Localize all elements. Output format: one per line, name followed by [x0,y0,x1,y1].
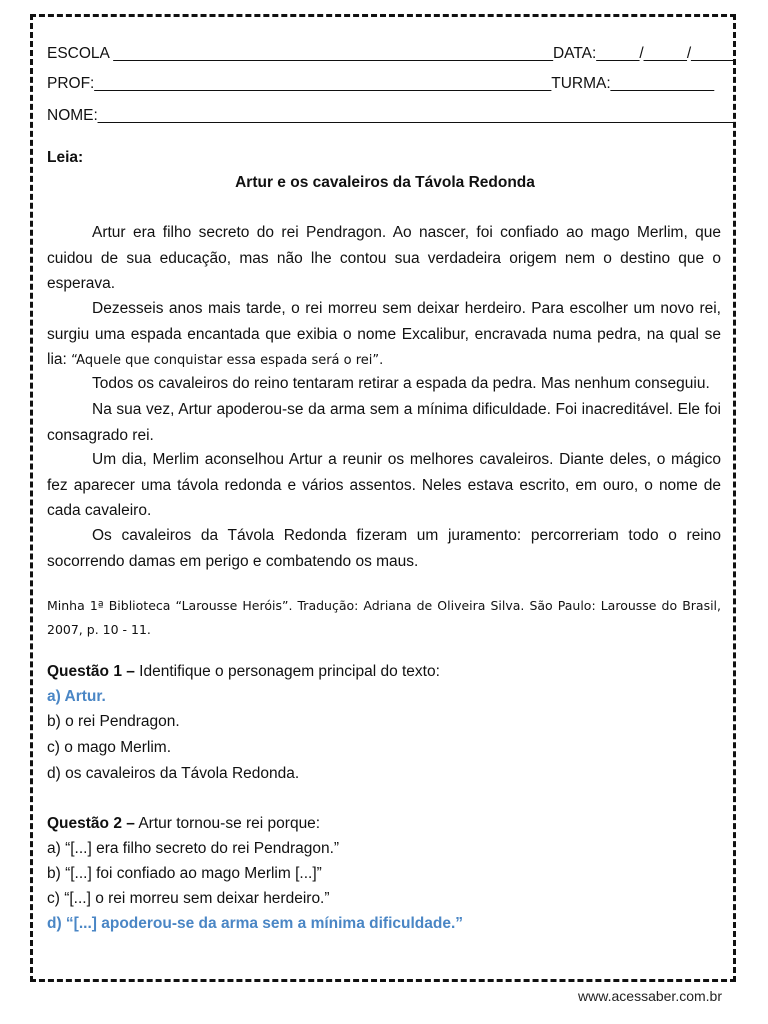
source-citation: Minha 1ª Biblioteca “Larousse Heróis”. Tradução: Adriana de Oliveira Silva. São Paulo: Larousse do Brasil, 2007, p. 10 - 11. [47,598,721,637]
teacher-field: PROF:_____________________________________________________TURMA:____________ [47,75,715,92]
question-1-option-a: a) Artur. [47,688,106,705]
footer-url: www.acessaber.com.br [578,988,722,1004]
paragraph-4: Na sua vez, Artur apoderou-se da arma sem a mínima dificuldade. Foi inacreditável. Ele foi consagrado rei. [47,401,721,444]
question-1 [47,662,723,682]
paragraph-3: Todos os cavaleiros do reino tentaram retirar a espada da pedra. Mas nenhum conseguiu. [92,375,710,392]
question-1-option-d: d) os cavaleiros da Távola Redonda. [47,765,300,782]
reading-intro: Leia: [47,149,84,166]
question-2-option-c: c) “[...] o rei morreu sem deixar herdeiro.” [47,890,330,907]
school-field: ESCOLA ___________________________________________________DATA:_____/_____/_____ [47,45,735,62]
question-2-label: Questão 2 – [47,815,135,832]
question-2 [47,814,723,834]
paragraph-1: Artur era filho secreto do rei Pendragon. Ao nascer, foi confiado ao mago Merlim, que cuidou de sua educação, mas não lhe contou sua verdadeira origem nem o destino que o esperava. [47,224,721,292]
question-1-option-c: c) o mago Merlim. [47,739,172,756]
question-2-text: Artur tornou-se rei porque: [134,815,321,832]
question-2-option-b: b) “[...] foi confiado ao mago Merlim [...]” [47,865,322,882]
question-1-label: Questão 1 – [47,663,135,680]
paragraph-2-quote: “Aquele que conquistar essa espada será o rei”. [71,353,384,368]
question-1-option-b: b) o rei Pendragon. [47,713,180,730]
question-2-option-a: a) “[...] era filho secreto do rei Pendragon.” [47,840,340,857]
paragraph-6: Os cavaleiros da Távola Redonda fizeram um juramento: percorreriam todo o reino socorrendo damas em perigo e combatendo os maus. [47,527,721,570]
reading-title: Artur e os cavaleiros da Távola Redonda [235,174,535,191]
paragraph-2-text: Dezesseis anos mais tarde, o rei morreu sem deixar herdeiro. Para escolher um novo rei, surgiu uma espada encantada que exibia o nome Excalibur, encravada numa pedra, na qual se lia: [47,300,721,368]
paragraph-5: Um dia, Merlim aconselhou Artur a reunir os melhores cavaleiros. Diante deles, o mágico fez aparecer uma távola redonda e vários assentos. Neles estava escrito, em ouro, o nome de cada cavaleiro. [47,451,721,519]
paragraph-2 [47,296,721,374]
question-2-option-d: d) “[...] apoderou-se da arma sem a mínima dificuldade.” [47,915,464,932]
name-field: NOME:__________________________________________________________________________ [47,107,736,124]
question-1-text: Identifique o personagem principal do texto: [134,663,440,680]
